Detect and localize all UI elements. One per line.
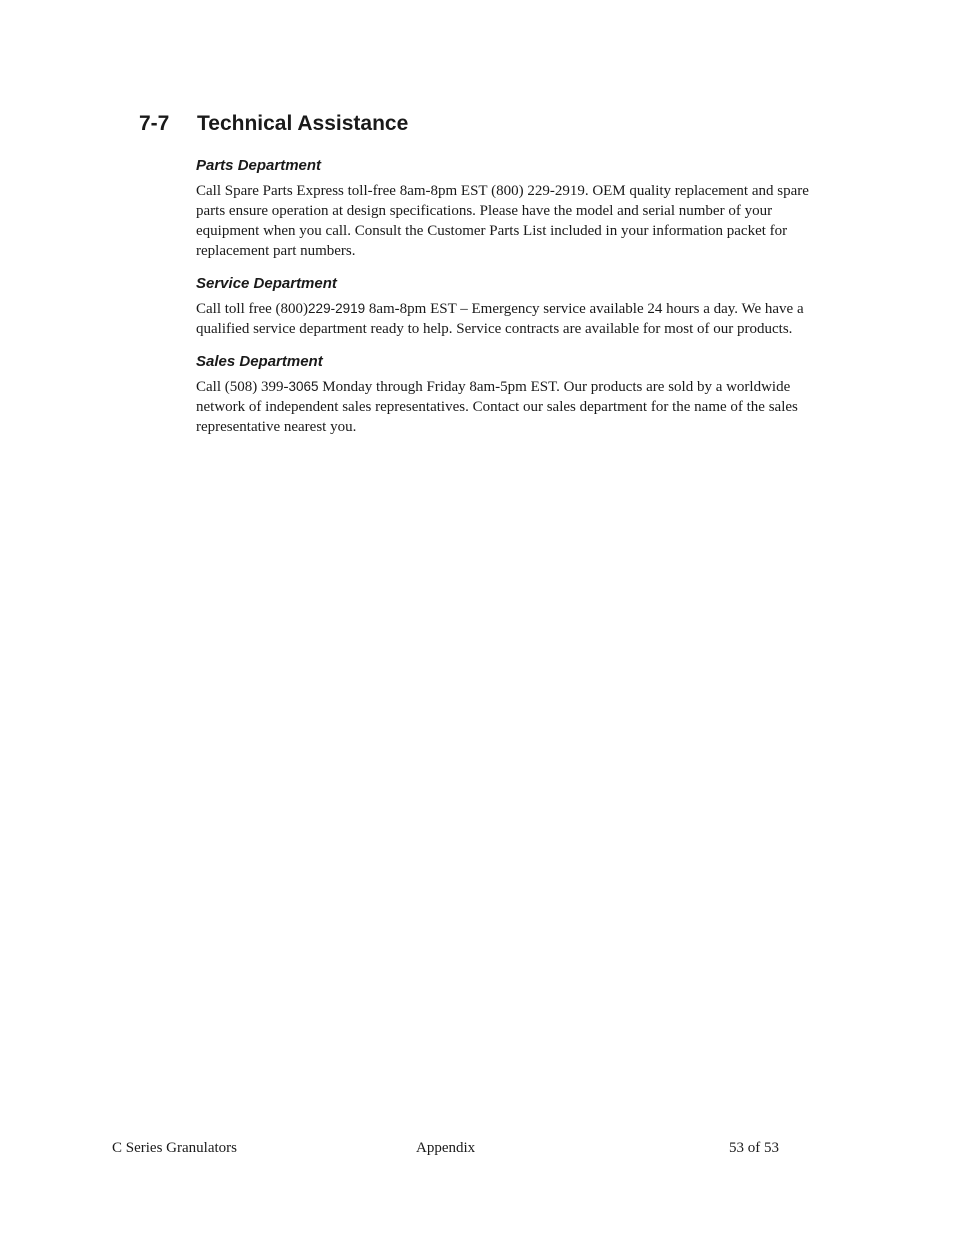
service-phone-number: 229-2919 bbox=[308, 301, 366, 316]
section-content bbox=[196, 156, 836, 450]
section-number: 7-7 bbox=[139, 112, 170, 135]
sales-text-prefix: Call (508) 399- bbox=[196, 379, 289, 395]
section-heading bbox=[139, 112, 408, 136]
parts-department-text: Call Spare Parts Express toll-free 8am-8pm EST (800) 229-2919. OEM quality replacement and spare parts ensure operation at design specifications. Please have the model and serial number of your equipment when you call. Consult the Customer Parts List included in your information packet for replacement part numbers. bbox=[196, 183, 809, 259]
footer-product-name: C Series Granulators bbox=[112, 1140, 237, 1156]
parts-department-heading: Parts Department bbox=[196, 157, 322, 174]
service-text-prefix: Call toll free (800) bbox=[196, 301, 309, 317]
footer-page-number: 53 of 53 bbox=[729, 1140, 779, 1156]
sales-department-heading: Sales Department bbox=[196, 353, 323, 370]
service-text-suffix: 8am-8pm EST – Emergency service available 24 hours a day. We have a qualified service department ready to help. Service contracts are available for most of our products. bbox=[196, 301, 804, 337]
sales-phone-tail: 3065 bbox=[288, 379, 319, 394]
footer-section-name: Appendix bbox=[416, 1140, 476, 1156]
sales-department-text bbox=[196, 377, 836, 437]
service-department-heading: Service Department bbox=[196, 275, 337, 292]
service-department-text bbox=[196, 299, 836, 339]
sales-text-suffix: Monday through Friday 8am-5pm EST. Our products are sold by a worldwide network of independent sales representatives. Contact our sales department for the name of the sales representative nearest you. bbox=[196, 379, 798, 435]
service-department-block bbox=[196, 274, 836, 339]
parts-department-block bbox=[196, 156, 836, 261]
section-title: Technical Assistance bbox=[197, 112, 409, 135]
sales-department-block bbox=[196, 352, 836, 437]
